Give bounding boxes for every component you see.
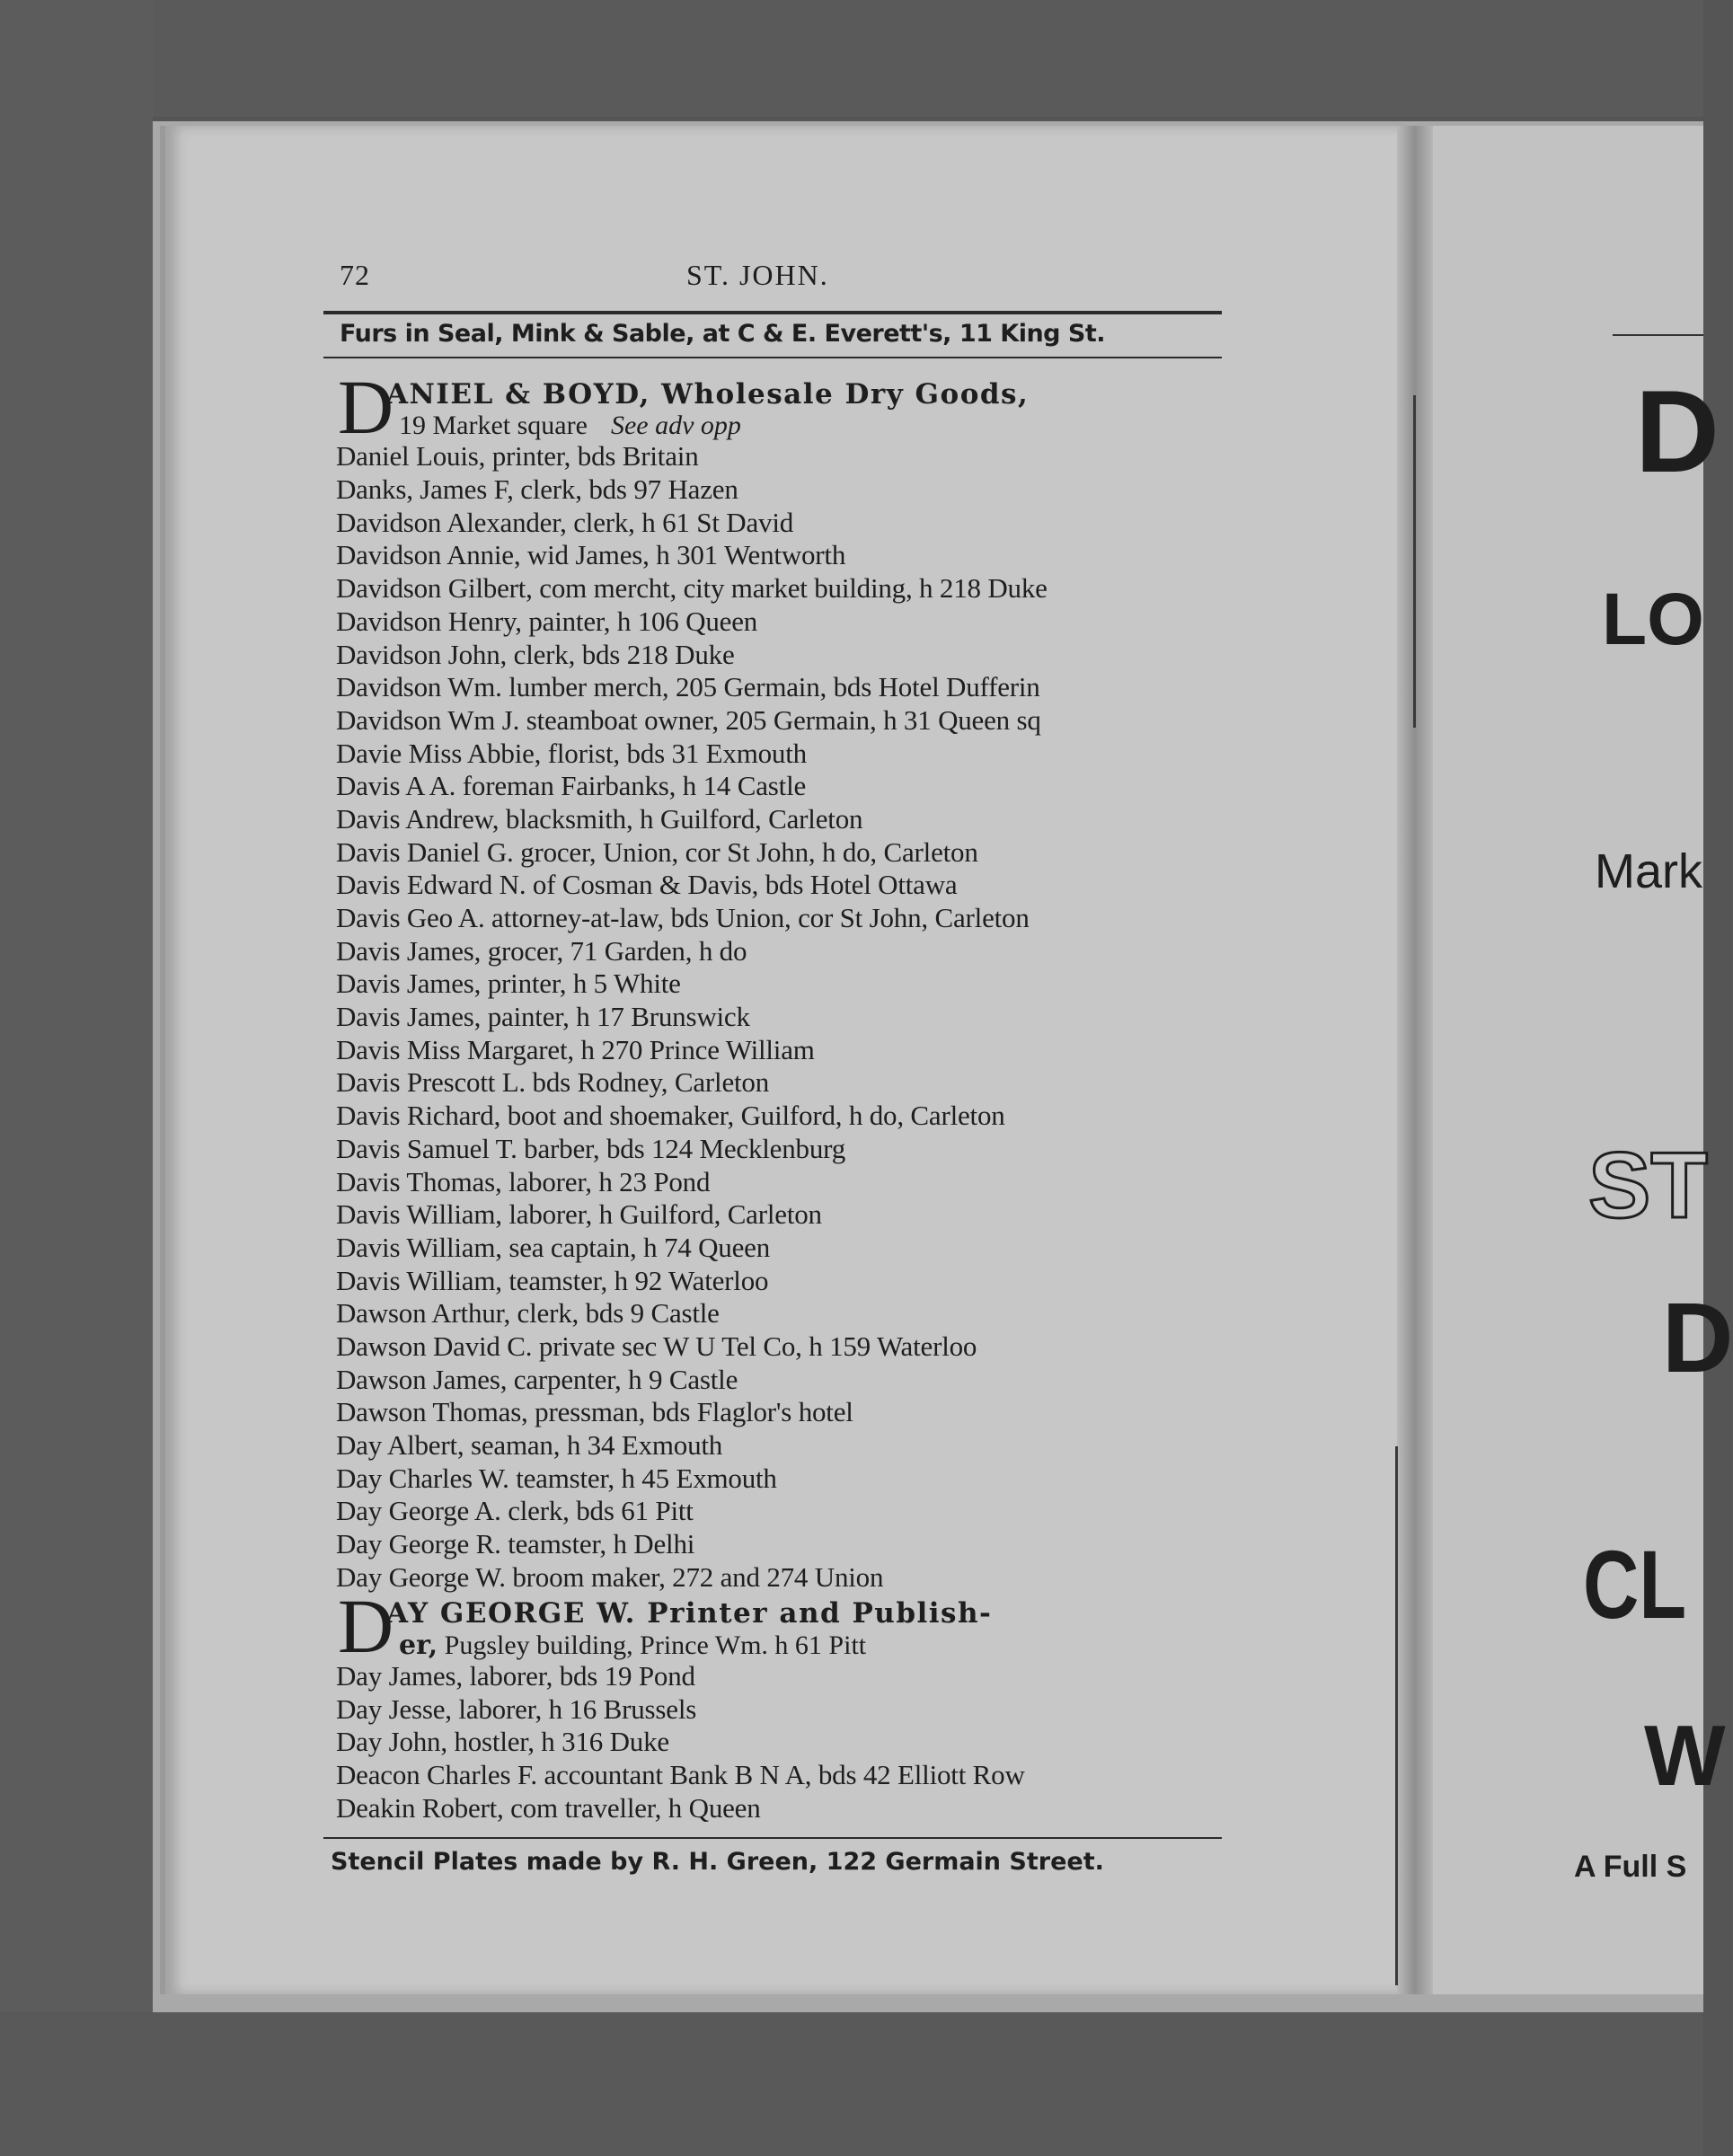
directory-entry: Deakin Robert, com traveller, h Queen: [336, 1791, 761, 1824]
directory-page: [323, 243, 1222, 1876]
directory-entry: Daniel Louis, printer, bds Britain: [336, 440, 699, 473]
directory-entry: Davis A A. foreman Fairbanks, h 14 Castle: [336, 770, 807, 802]
directory-entries: [323, 364, 1222, 1825]
scanner-background-top: [0, 0, 1703, 117]
page-number: 72: [340, 259, 370, 291]
directory-entry: Davis Geo A. attorney-at-law, bds Union, cor St John, Carleton: [336, 902, 1030, 934]
drop-cap: D: [338, 1583, 394, 1670]
directory-entry: Davis Andrew, blacksmith, h Guilford, Carleton: [336, 802, 863, 835]
directory-entry: Dawson James, carpenter, h 9 Castle: [336, 1363, 738, 1395]
directory-entry: Day Charles W. teamster, h 45 Exmouth: [336, 1462, 777, 1494]
drop-cap: D: [338, 364, 394, 450]
directory-entry: Dawson Thomas, pressman, bds Flaglor's hotel: [336, 1396, 853, 1428]
running-head: ST. JOHN.: [686, 259, 829, 291]
directory-entry: Dawson Arthur, clerk, bds 9 Castle: [336, 1297, 720, 1330]
directory-entry: Davis William, laborer, h Guilford, Carleton: [336, 1198, 822, 1231]
directory-entry: Davis Prescott L. bds Rodney, Carleton: [336, 1066, 770, 1099]
directory-entry: Day Jesse, laborer, h 16 Brussels: [336, 1692, 697, 1725]
directory-entry: Davis Miss Margaret, h 270 Prince William: [336, 1033, 815, 1065]
directory-entry: Day George W. broom maker, 272 and 274 Union: [336, 1560, 884, 1593]
directory-entry: Davis Richard, boot and shoemaker, Guilford, h do, Carleton: [336, 1100, 1005, 1132]
right-page-letter: D: [1662, 1283, 1733, 1393]
footer-advert-banner: Stencil Plates made by R. H. Green, 122 Germain Street.: [331, 1848, 1104, 1877]
display-ad-title: AY GEORGE W. Printer and Publish-: [386, 1597, 993, 1630]
directory-entry: Davidson Annie, wid James, h 301 Wentworth: [336, 539, 846, 571]
right-page-word: Mark: [1595, 844, 1702, 898]
directory-entry: Davis Daniel G. grocer, Union, cor St John, h do, Carleton: [336, 835, 978, 868]
directory-entry: Day James, laborer, bds 19 Pond: [336, 1659, 695, 1692]
directory-entry: Davidson Henry, painter, h 106 Queen: [336, 605, 758, 637]
binding-thread-lower: [1395, 1446, 1398, 1985]
display-ad-address: er, Pugsley building, Prince Wm. h 61 Pitt: [399, 1630, 867, 1662]
right-page-letter: W: [1644, 1708, 1726, 1804]
directory-entry: Day John, hostler, h 316 Duke: [336, 1726, 669, 1758]
directory-entry: Davis Edward N. of Cosman & Davis, bds Hotel Ottawa: [336, 869, 958, 901]
entry-list-a: [323, 440, 1222, 1594]
directory-entry: Davie Miss Abbie, florist, bds 31 Exmouth: [336, 737, 807, 769]
directory-entry: Davis William, teamster, h 92 Waterloo: [336, 1264, 769, 1296]
directory-entry: Davidson Gilbert, com mercht, city market building, h 218 Duke: [336, 572, 1048, 605]
right-page-word: ST: [1588, 1134, 1708, 1238]
entry-list-b: [323, 1660, 1222, 1825]
directory-entry: Danks, James F, clerk, bds 97 Hazen: [336, 473, 738, 506]
right-page-word: CL: [1583, 1530, 1687, 1639]
directory-entry: Deacon Charles F. accountant Bank B N A, bds 42 Elliott Row: [336, 1758, 1025, 1790]
directory-entry: Day George A. clerk, bds 61 Pitt: [336, 1495, 694, 1527]
top-advert-banner: Furs in Seal, Mink & Sable, at C & E. Everett's, 11 King St.: [323, 313, 1222, 351]
directory-entry: Davis James, printer, h 5 White: [336, 968, 681, 1000]
directory-entry: Davidson Alexander, clerk, h 61 St David: [336, 506, 794, 538]
display-ad-address: 19 Market square See adv opp: [399, 411, 741, 440]
scanner-background-left: [0, 0, 153, 2156]
directory-entry: Davis Thomas, laborer, h 23 Pond: [336, 1165, 711, 1197]
directory-entry: Davidson Wm J. steamboat owner, 205 Germain, h 31 Queen sq: [336, 703, 1041, 736]
directory-entry: Davis William, sea captain, h 74 Queen: [336, 1231, 770, 1263]
scanner-background-bottom: [0, 2012, 1703, 2156]
directory-entry: Dawson David C. private sec W U Tel Co, h 159 Waterloo: [336, 1330, 977, 1362]
display-ad-day-george: [323, 1583, 1222, 1670]
directory-entry: Davidson Wm. lumber merch, 205 Germain, bds Hotel Dufferin: [336, 671, 1040, 703]
display-ad-title: ANIEL & BOYD, Wholesale Dry Goods,: [386, 378, 1030, 411]
right-page-word: A Full S: [1574, 1850, 1687, 1884]
banner-rule: [323, 357, 1222, 358]
display-ad-daniel-boyd: [323, 364, 1222, 450]
directory-entry: Davis James, grocer, 71 Garden, h do: [336, 934, 747, 967]
directory-entry: Davis James, painter, h 17 Brunswick: [336, 1001, 750, 1033]
right-page-rule: [1613, 334, 1703, 336]
directory-entry: Day Albert, seaman, h 34 Exmouth: [336, 1429, 723, 1462]
right-page-word: LO: [1602, 579, 1704, 660]
binding-thread-upper: [1413, 395, 1416, 728]
directory-entry: Davis Samuel T. barber, bds 124 Mecklenburg: [336, 1132, 845, 1164]
directory-entry: Davidson John, clerk, bds 218 Duke: [336, 638, 735, 670]
right-page-letter: D: [1635, 366, 1720, 497]
directory-entry: Day George R. teamster, h Delhi: [336, 1528, 695, 1560]
page-header: [323, 243, 1222, 305]
